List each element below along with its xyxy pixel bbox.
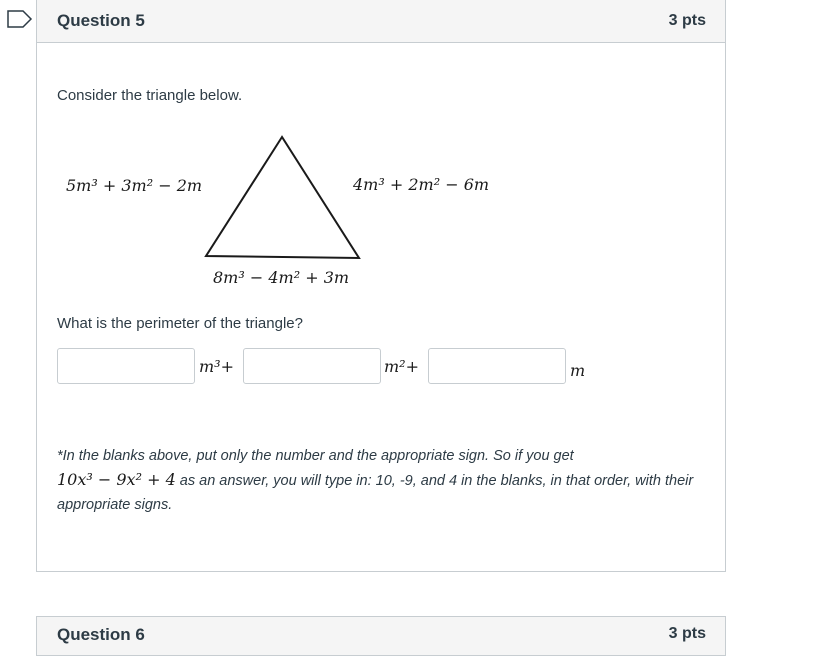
unit-m-label: m xyxy=(570,361,586,380)
answer-input-m2[interactable] xyxy=(243,348,381,384)
next-question-points: 3 pts xyxy=(668,625,706,642)
unit-m3-label: m³+ xyxy=(199,357,234,376)
answer-input-m[interactable] xyxy=(428,348,566,384)
question-card xyxy=(36,0,726,572)
unit-m2-label: m²+ xyxy=(384,357,419,376)
next-question-title: Question 6 xyxy=(57,625,145,644)
question-header xyxy=(37,0,725,43)
next-question-card xyxy=(36,616,726,656)
triangle-figure xyxy=(203,133,363,263)
question-points: 3 pts xyxy=(668,12,706,29)
instructions-note xyxy=(57,444,697,517)
note-text-1: *In the blanks above, put only the number and the appropriate sign. So if you get xyxy=(57,448,574,464)
answer-input-m3[interactable] xyxy=(57,348,195,384)
question-ask: What is the perimeter of the triangle? xyxy=(57,315,303,332)
question-prompt: Consider the triangle below. xyxy=(57,87,243,104)
side-bottom-label: 8m³ − 4m² + 3m xyxy=(213,268,350,287)
side-right-label: 4m³ + 2m² − 6m xyxy=(353,175,490,194)
note-text-2: as an answer, you will type in: 10, -9, and 4 in the blanks, in that order, with their appropriate signs. xyxy=(57,473,694,513)
flag-question-icon[interactable] xyxy=(7,10,33,28)
question-title: Question 5 xyxy=(57,11,145,30)
side-left-label: 5m³ + 3m² − 2m xyxy=(66,176,203,195)
note-example-expression: 10x³ − 9x² + 4 xyxy=(57,470,176,489)
